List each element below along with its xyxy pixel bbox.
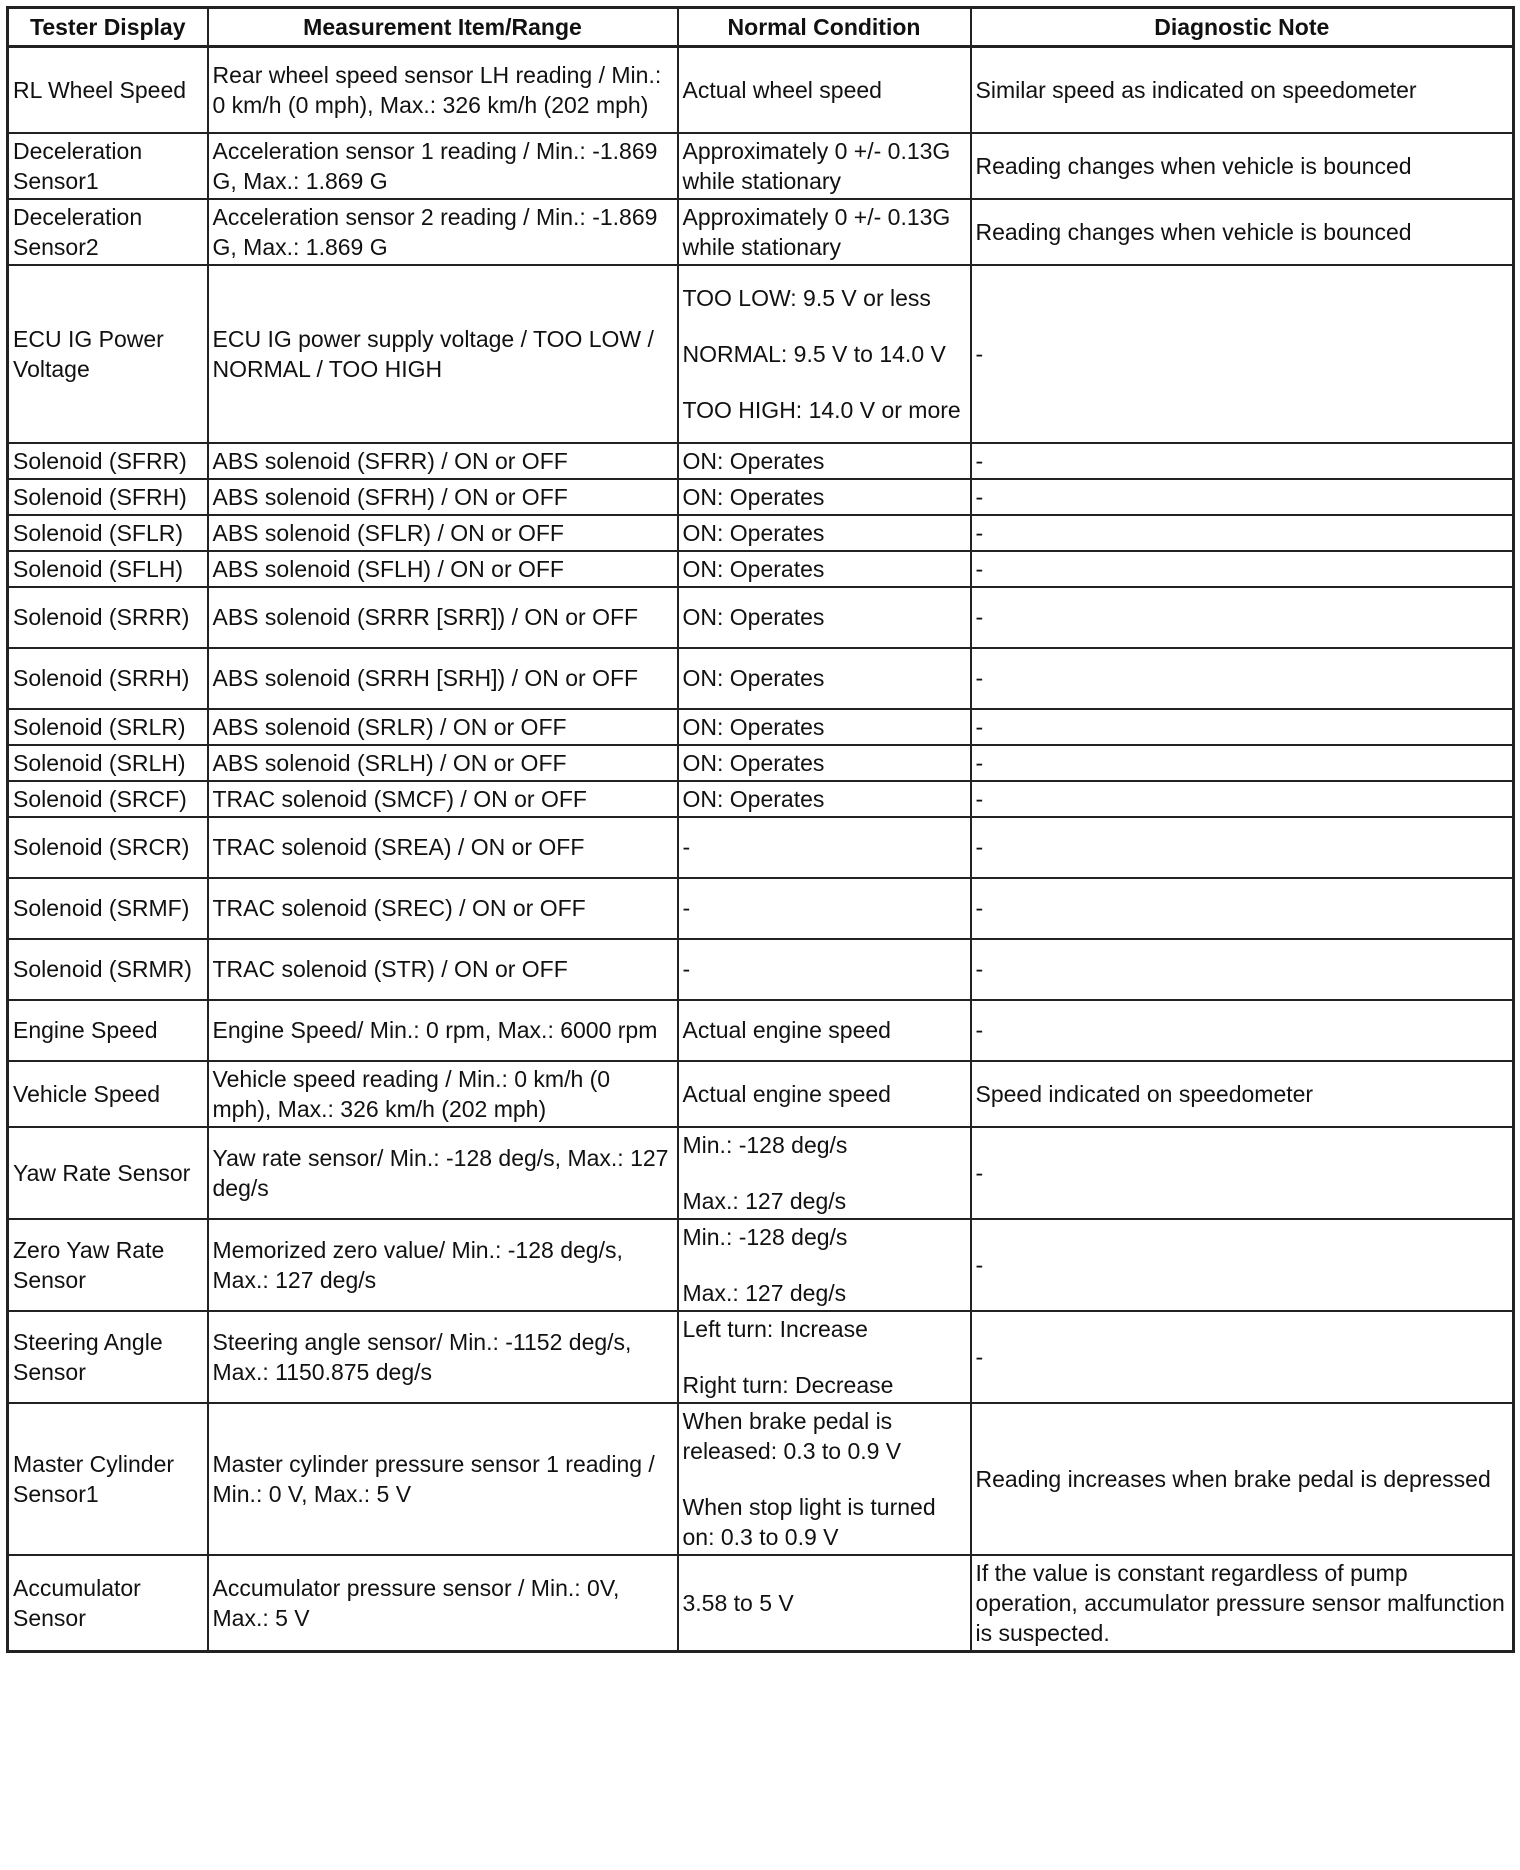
cell-diagnostic-note: - [971,443,1514,479]
cell-tester-display: Steering Angle Sensor [8,1311,208,1403]
cell-measurement-item: TRAC solenoid (STR) / ON or OFF [208,939,678,1000]
cell-diagnostic-note: - [971,515,1514,551]
cell-normal-condition [678,1127,971,1219]
normal-condition-line: ON: Operates [682,483,825,510]
cell-normal-condition [678,479,971,515]
cell-normal-condition [678,47,971,133]
normal-condition-line: TOO LOW: 9.5 V or less [682,284,931,311]
cell-measurement-item: TRAC solenoid (SREA) / ON or OFF [208,817,678,878]
data-list-sheet [6,6,1512,1653]
cell-tester-display: Solenoid (SFLH) [8,551,208,587]
cell-tester-display: Solenoid (SRCR) [8,817,208,878]
cell-tester-display: Deceleration Sensor2 [8,199,208,265]
cell-diagnostic-note: Reading increases when brake pedal is depressed [971,1403,1514,1555]
cell-normal-condition [678,648,971,709]
cell-normal-condition [678,443,971,479]
table-row [8,1061,1514,1127]
normal-condition-line: ON: Operates [682,785,825,812]
cell-tester-display: Yaw Rate Sensor [8,1127,208,1219]
cell-measurement-item: TRAC solenoid (SMCF) / ON or OFF [208,781,678,817]
cell-tester-display: Deceleration Sensor1 [8,133,208,199]
normal-condition-line: When stop light is turned on: 0.3 to 0.9 V [682,1493,936,1550]
cell-measurement-item: ABS solenoid (SRLH) / ON or OFF [208,745,678,781]
data-list-table [6,6,1515,1653]
cell-diagnostic-note: Reading changes when vehicle is bounced [971,199,1514,265]
normal-condition-line: Max.: 127 deg/s [682,1279,847,1306]
cell-tester-display: Zero Yaw Rate Sensor [8,1219,208,1311]
cell-tester-display: Solenoid (SRMF) [8,878,208,939]
cell-tester-display: RL Wheel Speed [8,47,208,133]
cell-measurement-item: Acceleration sensor 1 reading / Min.: -1.869 G, Max.: 1.869 G [208,133,678,199]
table-row [8,1403,1514,1555]
table-row [8,265,1514,443]
cell-diagnostic-note: - [971,939,1514,1000]
cell-diagnostic-note: - [971,587,1514,648]
normal-condition-line: ON: Operates [682,665,825,691]
cell-tester-display: Solenoid (SRRH) [8,648,208,709]
table-row [8,515,1514,551]
cell-diagnostic-note: - [971,1000,1514,1061]
normal-condition-line: ON: Operates [682,749,825,776]
table-row [8,199,1514,265]
table-row [8,443,1514,479]
cell-normal-condition [678,551,971,587]
table-row [8,939,1514,1000]
cell-diagnostic-note: - [971,648,1514,709]
cell-tester-display: Solenoid (SRCF) [8,781,208,817]
table-row [8,1127,1514,1219]
cell-diagnostic-note: - [971,781,1514,817]
cell-normal-condition [678,265,971,443]
cell-diagnostic-note: - [971,745,1514,781]
cell-diagnostic-note: - [971,1311,1514,1403]
cell-diagnostic-note: Similar speed as indicated on speedometer [971,47,1514,133]
cell-normal-condition [678,1000,971,1061]
header-measurement-item: Measurement Item/Range [208,8,678,47]
table-row [8,551,1514,587]
cell-tester-display: Master Cylinder Sensor1 [8,1403,208,1555]
cell-diagnostic-note: Reading changes when vehicle is bounced [971,133,1514,199]
cell-diagnostic-note: - [971,709,1514,745]
normal-condition-line: ON: Operates [682,713,825,740]
table-header-row [8,8,1514,47]
table-row [8,781,1514,817]
table-row [8,745,1514,781]
cell-normal-condition [678,1555,971,1652]
cell-normal-condition [678,817,971,878]
table-row [8,1555,1514,1652]
cell-normal-condition [678,133,971,199]
cell-diagnostic-note: - [971,1127,1514,1219]
table-row [8,1311,1514,1403]
cell-measurement-item: Steering angle sensor/ Min.: -1152 deg/s, Max.: 1150.875 deg/s [208,1311,678,1403]
cell-diagnostic-note: - [971,817,1514,878]
table-row [8,1219,1514,1311]
cell-normal-condition [678,515,971,551]
cell-diagnostic-note: - [971,265,1514,443]
cell-diagnostic-note: - [971,551,1514,587]
cell-tester-display: Engine Speed [8,1000,208,1061]
normal-condition-line: Approximately 0 +/- 0.13G while stationary [682,203,951,260]
cell-diagnostic-note: - [971,878,1514,939]
table-row [8,1000,1514,1061]
cell-diagnostic-note: - [971,479,1514,515]
normal-condition-line: Min.: -128 deg/s [682,1131,848,1158]
cell-measurement-item: ABS solenoid (SRLR) / ON or OFF [208,709,678,745]
normal-condition-line: Actual engine speed [682,1017,891,1043]
cell-normal-condition [678,745,971,781]
cell-measurement-item: Accumulator pressure sensor / Min.: 0V, Max.: 5 V [208,1555,678,1652]
table-row [8,709,1514,745]
normal-condition-line: 3.58 to 5 V [682,1589,794,1616]
cell-tester-display: ECU IG Power Voltage [8,265,208,443]
cell-normal-condition [678,878,971,939]
cell-tester-display: Solenoid (SFRH) [8,479,208,515]
header-tester-display: Tester Display [8,8,208,47]
cell-measurement-item: ABS solenoid (SFLR) / ON or OFF [208,515,678,551]
table-row [8,479,1514,515]
cell-normal-condition [678,1311,971,1403]
cell-measurement-item: ABS solenoid (SFRR) / ON or OFF [208,443,678,479]
normal-condition-line: ON: Operates [682,604,825,630]
cell-measurement-item: ABS solenoid (SRRR [SRR]) / ON or OFF [208,587,678,648]
normal-condition-line: ON: Operates [682,447,825,474]
table-row [8,648,1514,709]
cell-tester-display: Solenoid (SFRR) [8,443,208,479]
cell-tester-display: Solenoid (SRLH) [8,745,208,781]
normal-condition-line: Min.: -128 deg/s [682,1223,848,1250]
cell-measurement-item: Yaw rate sensor/ Min.: -128 deg/s, Max.: 127 deg/s [208,1127,678,1219]
cell-measurement-item: Vehicle speed reading / Min.: 0 km/h (0 mph), Max.: 326 km/h (202 mph) [208,1061,678,1127]
normal-condition-line: Actual wheel speed [682,76,882,103]
cell-tester-display: Solenoid (SFLR) [8,515,208,551]
normal-condition-line: - [682,956,691,982]
normal-condition-line: Approximately 0 +/- 0.13G while stationary [682,137,951,194]
normal-condition-line: - [682,834,691,860]
cell-measurement-item: Memorized zero value/ Min.: -128 deg/s, Max.: 127 deg/s [208,1219,678,1311]
cell-diagnostic-note: If the value is constant regardless of pump operation, accumulator pressure sensor malfunction is suspected. [971,1555,1514,1652]
cell-normal-condition [678,781,971,817]
cell-tester-display: Accumulator Sensor [8,1555,208,1652]
table-row [8,878,1514,939]
cell-diagnostic-note: - [971,1219,1514,1311]
cell-measurement-item: ECU IG power supply voltage / TOO LOW / NORMAL / TOO HIGH [208,265,678,443]
table-body [8,47,1514,1652]
cell-normal-condition [678,709,971,745]
normal-condition-line: When brake pedal is released: 0.3 to 0.9 V [682,1407,902,1464]
normal-condition-line: NORMAL: 9.5 V to 14.0 V [682,340,946,367]
cell-measurement-item: ABS solenoid (SFRH) / ON or OFF [208,479,678,515]
cell-tester-display: Solenoid (SRMR) [8,939,208,1000]
cell-measurement-item: Rear wheel speed sensor LH reading / Min.: 0 km/h (0 mph), Max.: 326 km/h (202 mph) [208,47,678,133]
cell-normal-condition [678,199,971,265]
table-row [8,47,1514,133]
cell-normal-condition [678,1403,971,1555]
cell-measurement-item: Engine Speed/ Min.: 0 rpm, Max.: 6000 rpm [208,1000,678,1061]
normal-condition-line: ON: Operates [682,555,825,582]
normal-condition-line: ON: Operates [682,519,825,546]
normal-condition-line: TOO HIGH: 14.0 V or more [682,396,961,423]
cell-tester-display: Vehicle Speed [8,1061,208,1127]
header-normal-condition: Normal Condition [678,8,971,47]
cell-diagnostic-note: Speed indicated on speedometer [971,1061,1514,1127]
cell-measurement-item: ABS solenoid (SFLH) / ON or OFF [208,551,678,587]
cell-tester-display: Solenoid (SRRR) [8,587,208,648]
cell-measurement-item: TRAC solenoid (SREC) / ON or OFF [208,878,678,939]
normal-condition-line: Actual engine speed [682,1080,891,1107]
table-row [8,817,1514,878]
cell-tester-display: Solenoid (SRLR) [8,709,208,745]
cell-measurement-item: ABS solenoid (SRRH [SRH]) / ON or OFF [208,648,678,709]
normal-condition-line: Right turn: Decrease [682,1371,894,1398]
cell-normal-condition [678,939,971,1000]
cell-measurement-item: Master cylinder pressure sensor 1 reading / Min.: 0 V, Max.: 5 V [208,1403,678,1555]
table-row [8,587,1514,648]
table-row [8,133,1514,199]
cell-normal-condition [678,1219,971,1311]
header-diagnostic-note: Diagnostic Note [971,8,1514,47]
normal-condition-line: Max.: 127 deg/s [682,1187,847,1214]
cell-normal-condition [678,1061,971,1127]
normal-condition-line: - [682,895,691,921]
cell-measurement-item: Acceleration sensor 2 reading / Min.: -1.869 G, Max.: 1.869 G [208,199,678,265]
normal-condition-line: Left turn: Increase [682,1315,868,1342]
cell-normal-condition [678,587,971,648]
